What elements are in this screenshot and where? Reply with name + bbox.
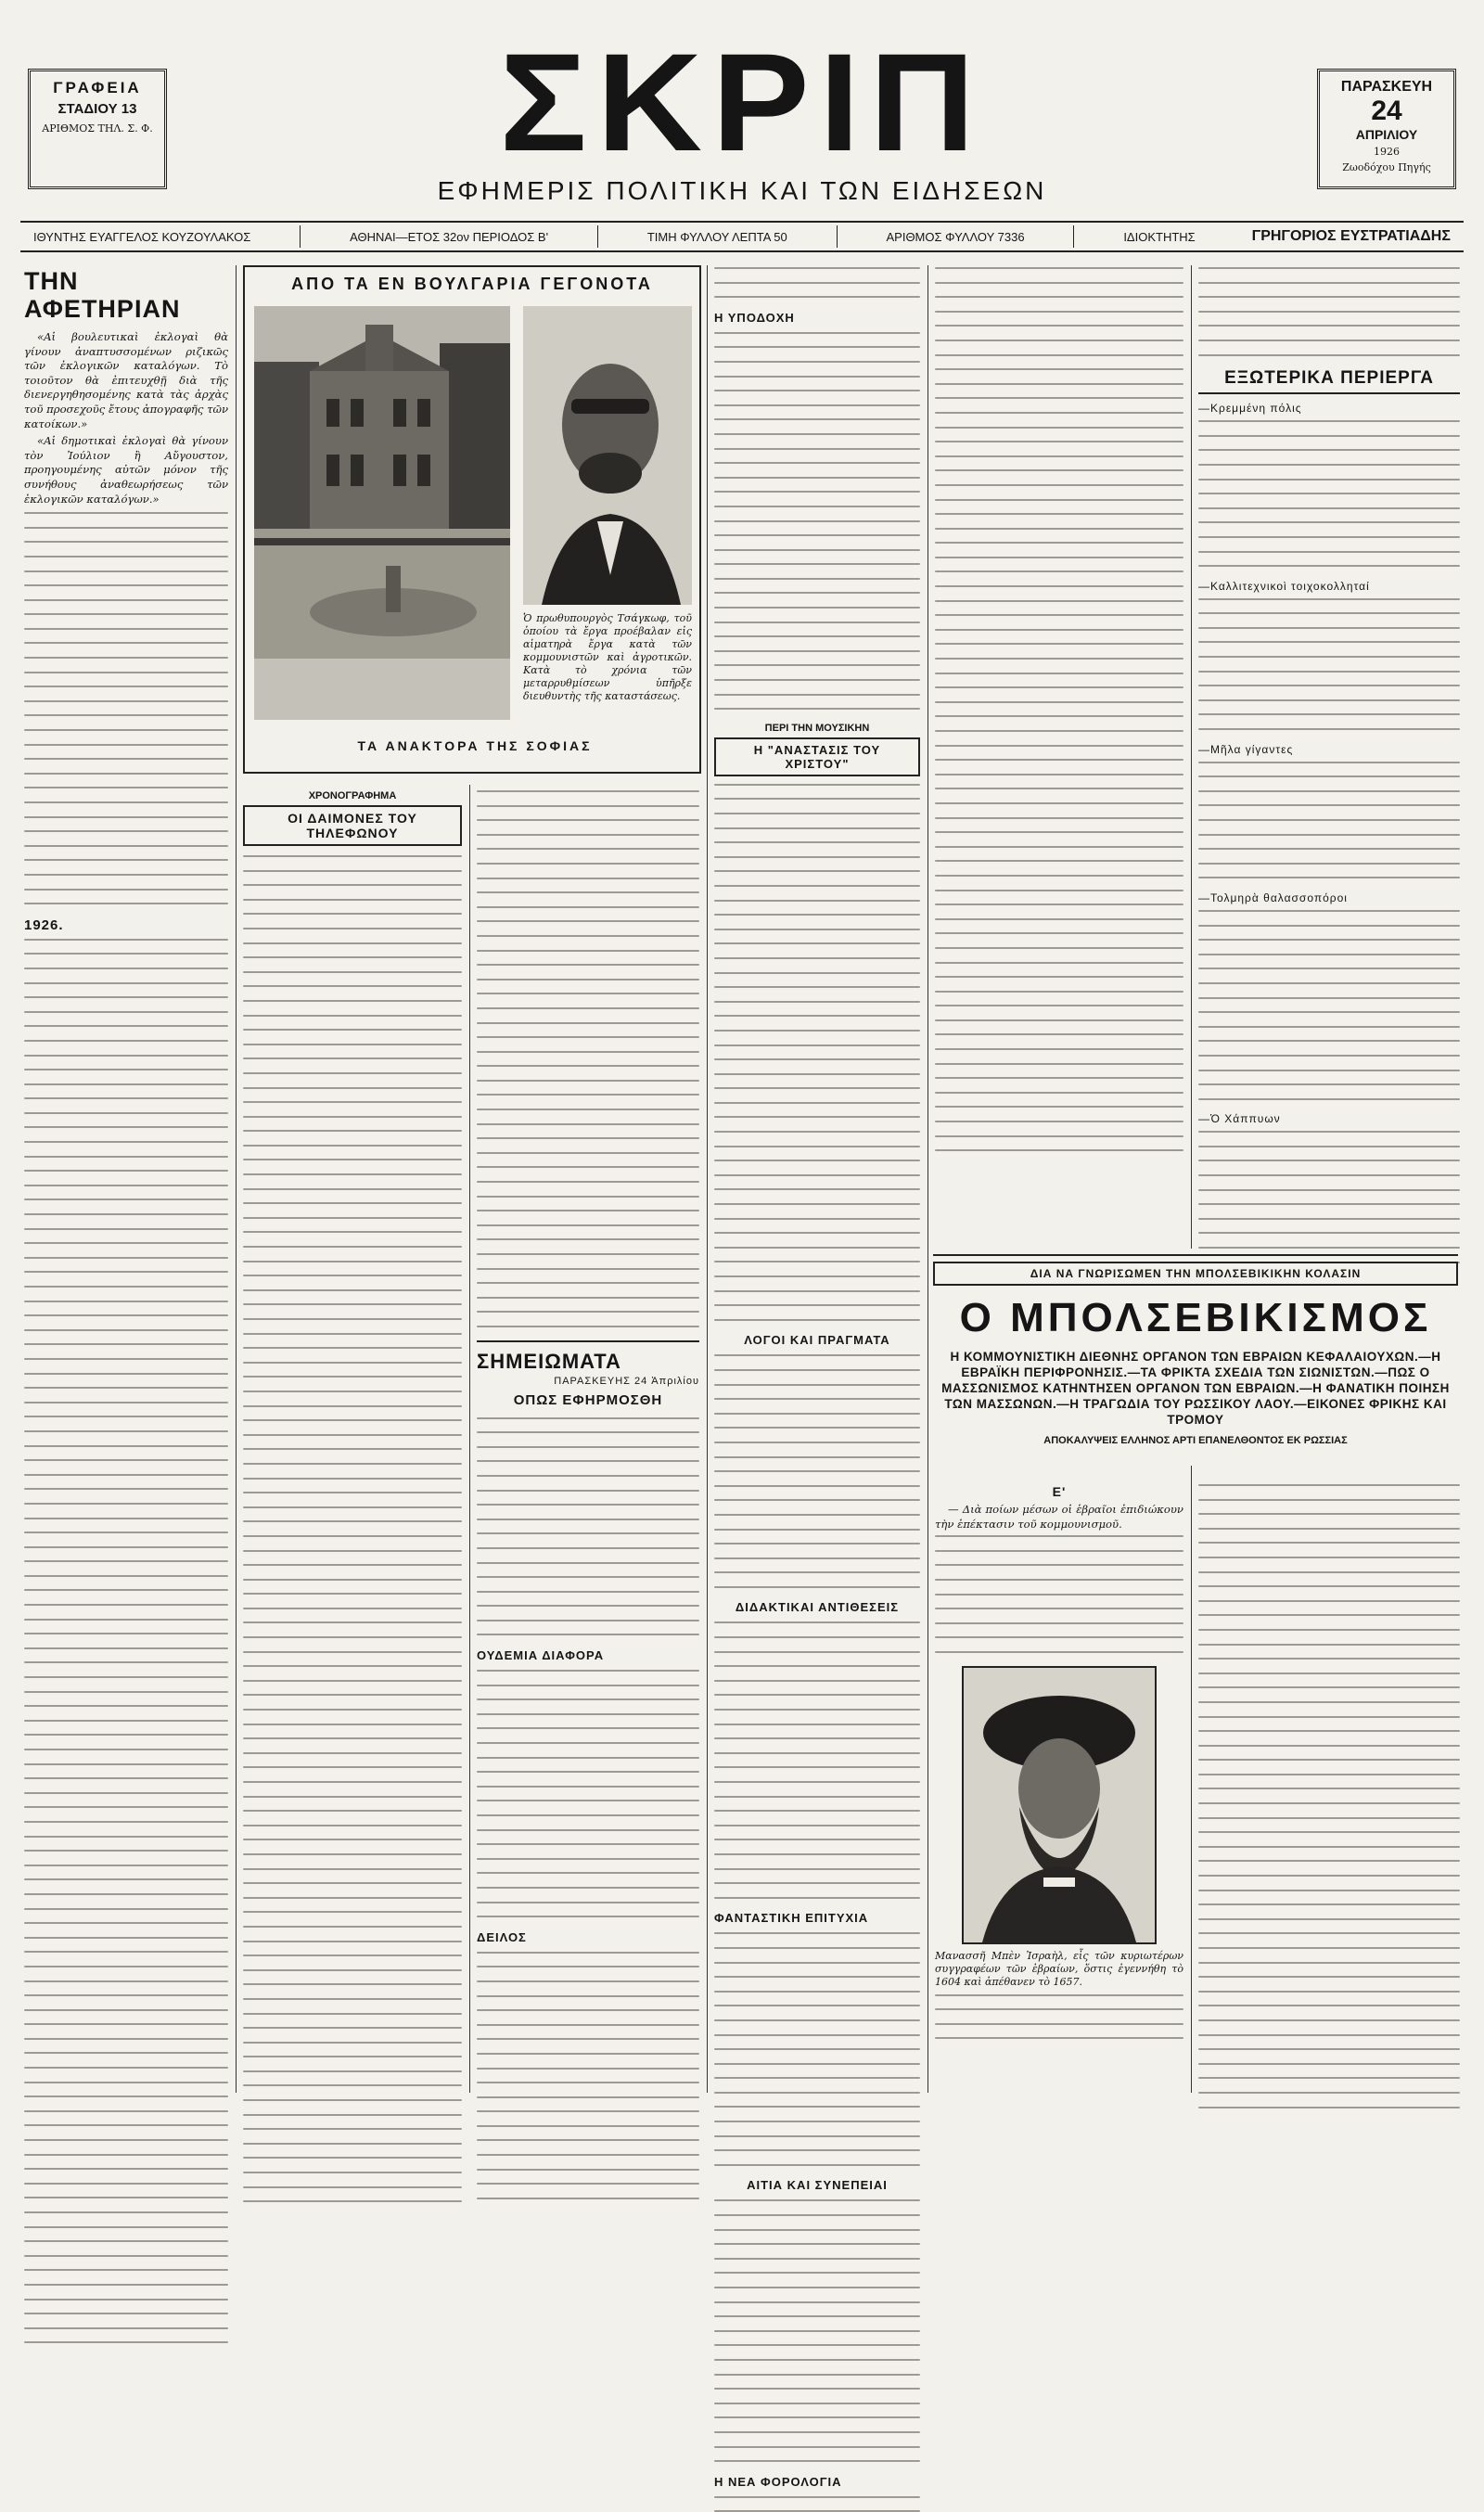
article-simeiomata-col [477, 790, 699, 2093]
part-number: Ε' [1052, 1484, 1067, 1499]
article-title: ΟΥΔΕΜΙΑ ΔΙΑΦΟΡΑ [477, 1648, 605, 1663]
subhead: —Καλλιτεχνικοὶ τοιχοκολληταί [1198, 579, 1370, 593]
director: ΙΘΥΝΤΗΣ ΕΥΑΓΓΕΛΟΣ ΚΟΥΖΟΥΛΑΚΟΣ [33, 229, 251, 244]
kicker: ΧΡΟΝΟΓΡΑΦΗΜΑ [308, 790, 397, 801]
section-date: ΠΑΡΑΣΚΕΥΗΣ 24 Ἀπριλίου [554, 1375, 699, 1387]
issue-date: 24 [1371, 96, 1402, 126]
subhead: —Μῆλα γίγαντες [1198, 742, 1294, 756]
subhead: —Τολμηρὰ θαλασσοπόροι [1198, 891, 1348, 904]
kicker: ΠΕΡΙ ΤΗΝ ΜΟΥΣΙΚΗΝ [764, 722, 870, 734]
text-lines [477, 1670, 699, 1917]
article-deck: Η ΚΟΜΜΟΥΝΙΣΤΙΚΗ ΔΙΕΘΝΗΣ ΟΡΓΑΝΟΝ ΤΩΝ ΕΒΡΑΙΩΝ ΚΕΦΑΛΑΙΟΥΧΩΝ.—Η ΕΒΡΑΪΚΗ ΠΕΡΙΦΡΟΝΗΣΙΣ.—ΤΑ ΦΡΙΚΤΑ ΣΧΕΔΙΑ ΤΩΝ ΣΙΩΝΙΣΤΩΝ.—ΠΩΣ Ο ΜΑΣΣΩΝΙΣΜΟΣ ΚΑΤΗΝΤΗΣΕΝ ΟΡΓΑΝΟΝ ΤΩΝ ΕΒΡΑΙΩΝ.—Η ΦΑΝΑΤΙΚΗ ΠΟΙΗΣΗ ΤΩΝ ΜΑΣΣΩΝΩΝ.—Η ΤΡΑΓΩΔΙΑ ΤΟΥ ΡΩΣΣΙΚΟΥ ΛΑΟΥ.—ΕΙΚΟΝΕΣ ΦΡΙΚΗΣ ΚΑΙ ΤΡΟΜΟΥ [941, 1350, 1450, 1427]
text-lines [935, 267, 1183, 1151]
paragraph: «Αἱ δημοτικαὶ ἐκλογαὶ θὰ γίνουν τὸν Ἰούλιον ἢ Αὔγουστον, προηγουμένης αὐτῶν μόνον τῆς συνήθους ἀναθεωρήσεως τῶν ἐκλογικῶν καταλόγων.» [24, 434, 228, 506]
newspaper-page [20, 24, 1464, 2489]
text-lines [714, 2199, 920, 2462]
article-title: Ο ΜΠΟΛΣΕΒΙΚΙΣΜΟΣ [959, 1295, 1432, 1340]
paragraph: — Διὰ ποίων μέσων οἱ ἑβραῖοι ἐπιδιώκουν τὴν ἐπέκτασιν τοῦ κομμουνισμοῦ. [935, 1503, 1183, 1531]
column-rule [1191, 1466, 1192, 2093]
text-lines [714, 1621, 920, 1898]
text-lines [1198, 420, 1460, 567]
info-bar [20, 221, 1464, 252]
text-lines [714, 332, 920, 710]
text-lines [24, 512, 228, 904]
section-bar: ΔΙΑ ΝΑ ΓΝΩΡΙΣΩΜΕΝ ΤΗΝ ΜΠΟΛΣΕΒΙΚΙΚΗΝ ΚΟΛΑΣΙΝ [933, 1262, 1458, 1286]
section-rule [933, 1254, 1458, 1256]
text-lines [477, 1952, 699, 2199]
article-title: ΤΗΝ ΑΦΕΤΗΡΙΑΝ [24, 267, 181, 323]
year-period: ΑΘΗΝΑΙ—ΕΤΟΣ 32ον ΠΕΡΙΟΔΟΣ Β' [350, 229, 549, 244]
article-body [935, 1503, 1183, 1532]
portrait-photo [962, 1666, 1157, 1944]
paragraph: «Αἱ βουλευτικαὶ ἐκλογαὶ θὰ γίνουν ἀναπτυσσομένων ριζικῶς τῶν ἐκλογικῶν καταλόγων. Τὸ τοιοῦτον θὰ ἐπιτευχθῇ διὰ τῆς διενεργηθησομένης κατὰ τὰς ἀρχὰς τοῦ προσεχοῦς ἔτους ἀπογραφῆς τῶν κατοίκων.» [24, 330, 228, 430]
portrait-photo [523, 306, 692, 605]
subhead: —Κρεμμένη πόλις [1198, 402, 1302, 416]
column-rule [707, 265, 708, 2093]
bulgaria-photo-block [243, 265, 701, 774]
text-lines [1198, 910, 1460, 1100]
issue-number: ΑΡΙΘΜΟΣ ΦΥΛΛΟΥ 7336 [886, 229, 1025, 244]
article-body [24, 330, 228, 506]
text-lines [1198, 1131, 1460, 1262]
text-lines [714, 267, 920, 298]
office-label: ΓΡΑΦΕΙΑ [53, 79, 142, 96]
text-lines [935, 1994, 1183, 2040]
subhead: —Ὁ Χάππυων [1198, 1112, 1281, 1126]
palace-photo [254, 306, 510, 720]
photo-block-title: ΑΠΟ ΤΑ ΕΝ ΒΟΥΛΓΑΡΙΑ ΓΕΓΟΝΟΤΑ [291, 275, 653, 293]
price: ΤΙΜΗ ΦΥΛΛΟΥ ΛΕΠΤΑ 50 [646, 229, 787, 244]
article-title: ΟΠΩΣ ΕΦΗΡΜΟΣΘΗ [513, 1391, 663, 1408]
newspaper-title: ΣΚΡΙΠ [499, 24, 985, 180]
issue-year: 1926 [1374, 146, 1400, 158]
owner-name: ΓΡΗΓΟΡΙΟΣ ΕΥΣΤΡΑΤΙΑΔΗΣ [1251, 228, 1451, 244]
article-title: ΑΙΤΙΑ ΚΑΙ ΣΥΝΕΠΕΙΑΙ [747, 2178, 888, 2193]
portrait-caption: Ὁ πρωθυπουργὸς Τσάγκωφ, τοῦ ὁποίου τὰ ἔργα προέβαλαν εἰς αἱματηρὰ ἔργα κατὰ τῶν κομμουνιστῶν καὶ ἀγροτικῶν. Κατὰ τὸ χρόνια τῶν μεταρρυθμίσεων ὑπῆρξε διευθυντὴς τῆς καταστάσεως. [523, 612, 692, 702]
article-title: ΔΕΙΛΟΣ [477, 1929, 527, 1944]
article-exoterika [1198, 267, 1460, 1250]
newspaper-subtitle: ΕΦΗΜΕΡΙΣ ΠΟΛΙΤΙΚΗ ΚΑΙ ΤΩΝ ΕΙΔΗΣΕΩΝ [437, 176, 1047, 205]
feast-note: Ζωοδόχου Πηγής [1342, 161, 1431, 173]
text-lines [243, 855, 462, 2202]
article-mousiki-cont [935, 267, 1183, 1250]
text-lines [714, 2496, 920, 2512]
text-lines [477, 1417, 699, 1636]
office-phone: ΑΡΙΘΜΟΣ ΤΗΛ. Σ. Φ. [42, 122, 153, 135]
palace-caption: ΤΑ ΑΝΑΚΤΟΡΑ ΤΗΣ ΣΟΦΙΑΣ [357, 738, 593, 753]
section-title: ΕΞΩΤΕΡΙΚΑ ΠΕΡΙΕΡΓΑ [1198, 368, 1460, 394]
bolsevikismos-col-left [935, 1484, 1183, 2093]
text-lines [1198, 762, 1460, 879]
section-title: ΣΗΜΕΙΩΜΑΤΑ [477, 1349, 621, 1373]
column-rule [1191, 265, 1192, 1249]
article-title: ΟΙ ΔΑΙΜΟΝΕΣ ΤΟΥ ΤΗΛΕΦΩΝΟΥ [243, 805, 462, 846]
section-rule [477, 1340, 699, 1342]
text-lines [714, 1354, 920, 1588]
divider [597, 225, 598, 248]
text-lines [714, 1932, 920, 2166]
office-address: ΣΤΑΔΙΟΥ 13 [58, 101, 137, 117]
masthead [20, 24, 1464, 213]
text-lines [1198, 267, 1460, 356]
article-aftetirian [24, 267, 228, 2093]
text-lines [1198, 1484, 1460, 2108]
text-lines [477, 790, 699, 1327]
owner-label: ΙΔΙΟΚΤΗΤΗΣ [1123, 229, 1196, 244]
issue-month: ΑΠΡΙΛΙΟΥ [1355, 127, 1418, 142]
article-title: Η ΝΕΑ ΦΟΡΟΛΟΓΙΑ [714, 2474, 842, 2489]
column-rule [236, 265, 237, 2093]
portrait-caption: Μανασσῆ Μπὲν Ἰσραὴλ, εἷς τῶν κυριωτέρων συγγραφέων τῶν ἑβραίων, ὅστις ἐγεννήθη τὸ 1604 καὶ ἀπέθανεν τὸ 1657. [935, 1949, 1183, 1988]
article-title: ΛΟΓΟΙ ΚΑΙ ΠΡΑΓΜΑΤΑ [744, 1333, 890, 1348]
article-title: ΦΑΝΤΑΣΤΙΚΗ ΕΠΙΤΥΧΙΑ [714, 1911, 869, 1926]
column-rule [469, 785, 470, 2093]
text-lines [1198, 598, 1460, 730]
article-bolsevikismos [933, 1262, 1458, 1446]
article-title: Η ΥΠΟΔΟΧΗ [714, 310, 795, 325]
divider [837, 225, 838, 248]
article-hypodoxi-col [714, 267, 920, 2489]
article-title: Η "ΑΝΑΣΤΑΣΙΣ ΤΟΥ ΧΡΙΣΤΟΥ" [714, 737, 920, 776]
year-mark: 1926. [24, 916, 64, 933]
bolsevikismos-col-right [1198, 1484, 1460, 2093]
text-lines [24, 939, 228, 2344]
office-ear [28, 69, 167, 189]
divider [300, 225, 301, 248]
text-lines [714, 784, 920, 1321]
article-chronografima [243, 790, 462, 2093]
divider [1073, 225, 1074, 248]
date-ear [1317, 69, 1456, 189]
text-lines [935, 1535, 1183, 1653]
article-title: ΔΙΔΑΚΤΙΚΑΙ ΑΝΤΙΘΕΣΕΙΣ [735, 1600, 900, 1615]
issue-day: ΠΑΡΑΣΚΕΥΗ [1340, 79, 1433, 95]
article-subdeck: ΑΠΟΚΑΛΥΨΕΙΣ ΕΛΛΗΝΟΣ ΑΡΤΙ ΕΠΑΝΕΛΘΟΝΤΟΣ ΕΚ ΡΩΣΣΙΑΣ [1043, 1435, 1348, 1446]
